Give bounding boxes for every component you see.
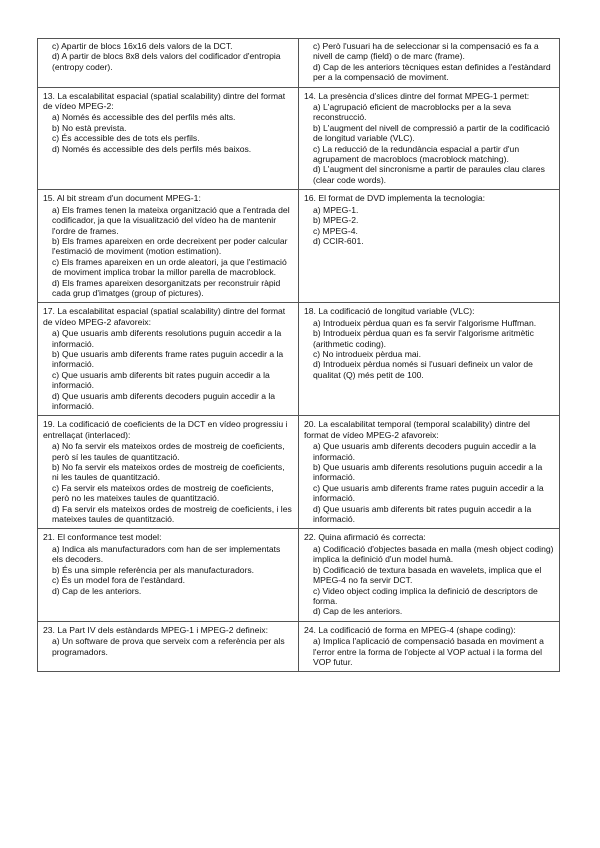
question-text: 21. El conformance test model:	[43, 532, 162, 543]
question-text: 24. La codificació de forma en MPEG-4 (shape coding):	[304, 624, 516, 635]
answer-option: d) Fa servir els mateixos ordes de mostreig de coeficients, i les mateixes taules de quantització.	[52, 503, 292, 525]
answer-option: d) Que usuaris amb diferents bit rates puguin accedir a la informació.	[313, 503, 532, 525]
answer-option: a) Que usuaris amb diferents decoders puguin accedir a la informació.	[313, 441, 537, 462]
question-row	[38, 621, 560, 672]
answer-option: a) No fa servir els mateixos ordes de mostreig de coeficients, però sí les taules de quantització.	[52, 441, 285, 462]
answer-options	[43, 441, 293, 524]
question-cell	[299, 416, 560, 529]
question-cell	[38, 87, 299, 190]
answer-option: a) L'agrupació eficient de macroblocks per a la seva reconstrucció.	[313, 102, 511, 123]
answer-options	[43, 205, 293, 299]
question-text: 22. Quina afirmació és correcta:	[304, 532, 426, 543]
question-row	[38, 416, 560, 529]
answer-options	[304, 636, 554, 667]
question-row	[38, 87, 560, 190]
answer-option: c) És accessible des de tots els perfils.	[52, 133, 200, 144]
question-cell	[38, 39, 299, 88]
answer-option: c) Video object coding implica la definició de descriptors de forma.	[313, 585, 538, 606]
question-cell	[38, 621, 299, 672]
answer-option: a) Introdueix pèrdua quan es fa servir l'algorisme Huffman.	[313, 317, 537, 328]
answer-option: b) Que usuaris amb diferents frame rates puguin accedir a la informació.	[52, 348, 284, 370]
answer-options	[304, 544, 554, 617]
answer-option: d) Els frames apareixen desorganitzats per reconstruir ràpid cada grup d'imatges (group of pictures).	[52, 277, 281, 298]
question-text: 17. La escalabilitat espacial (spatial scalability) dintre del format de vídeo MPEG-2 afavoreix:	[43, 306, 286, 327]
answer-option: b) Que usuaris amb diferents resolutions puguin accedir a la informació.	[313, 462, 543, 483]
answer-options	[43, 328, 293, 411]
answer-options	[304, 205, 554, 247]
question-row	[38, 303, 560, 416]
answer-options	[43, 112, 293, 154]
question-text: 20. La escalabilitat temporal (temporal scalability) dintre del format de vídeo MPEG-2 afavoreix:	[304, 419, 530, 440]
answer-option: a) MPEG-1.	[313, 204, 359, 215]
answer-option: a) Implica l'aplicació de compensació basada en moviment a l'error entre la forma de l'objecte al VOP actual i la forma del VOP futur.	[313, 636, 544, 667]
answer-option: b) L'augment del nivell de compressió a partir de la codificació de longitud variable (VLC).	[313, 122, 550, 144]
question-cell	[299, 621, 560, 672]
question-cell	[299, 87, 560, 190]
answer-option: c) Que usuaris amb diferents frame rates puguin accedir a la informació.	[313, 482, 544, 504]
answer-option: a) Els frames tenen la mateixa organització que a l'entrada del codificador, ja que la visualització del vídeo ha de mantenir l'ordre de frames.	[52, 204, 290, 236]
answer-options	[43, 544, 293, 596]
answer-options	[304, 441, 554, 524]
answer-option: c) És un model fora de l'estàndard.	[52, 575, 186, 586]
answer-option: c) Però l'usuari ha de seleccionar si la compensació es fa a nivell de camp (field) o de marc (frame).	[313, 41, 539, 62]
question-cell	[38, 416, 299, 529]
question-cell	[299, 529, 560, 621]
answer-option: d) Cap de les anteriors tècniques estan definides a l'estàndard per a la compensació de moviment.	[313, 61, 551, 83]
answer-option: b) No fa servir els mateixos ordes de mostreig de coeficients, ni les taules de quantització.	[52, 462, 285, 483]
question-cell	[38, 529, 299, 621]
answer-option: c) No introdueix pèrdua mai.	[313, 348, 421, 359]
question-text: 18. La codificació de longitud variable (VLC):	[304, 306, 475, 317]
question-row	[38, 529, 560, 621]
answer-options	[304, 318, 554, 380]
answer-option: a) Indica als manufacturadors com han de ser implementats els decoders.	[52, 543, 281, 565]
exam-sheet	[37, 38, 560, 672]
answer-option: a) Codificació d'objectes basada en malla (mesh object coding) implica la definició d'un model humà.	[313, 543, 554, 565]
question-cell	[299, 190, 560, 303]
answer-option: a) Un software de prova que serveix com a referència per als programadors.	[52, 636, 285, 657]
answer-option: c) Fa servir els mateixos ordes de mostreig de coeficients, però no les mateixes taules de quantització.	[52, 482, 274, 504]
question-text: 15. Al bit stream d'un document MPEG-1:	[43, 193, 201, 204]
answer-options	[43, 41, 293, 72]
answer-option: c) MPEG-4.	[313, 225, 358, 236]
answer-option: c) Que usuaris amb diferents bit rates puguin accedir a la informació.	[52, 369, 270, 391]
answer-option: c) Els frames apareixen en un orde aleatori, ja que l'estimació de moviment implica trobar la millor parella de macroblock.	[52, 256, 287, 278]
answer-option: b) Els frames apareixen en orde decreixent per poder calcular l'estimació de moviment (motion estimation).	[52, 235, 288, 257]
question-cell	[299, 39, 560, 88]
question-row	[38, 39, 560, 88]
question-text: 23. La Part IV dels estàndards MPEG-1 i MPEG-2 defineix:	[43, 624, 268, 635]
question-row	[38, 190, 560, 303]
answer-options	[304, 41, 554, 83]
question-table	[37, 38, 560, 672]
answer-option: b) No està prevista.	[52, 122, 127, 133]
question-text: 16. El format de DVD implementa la tecnologia:	[304, 193, 486, 204]
answer-option: a) Que usuaris amb diferents resolutions puguin accedir a la informació.	[52, 328, 282, 349]
answer-options	[304, 102, 554, 185]
question-text: 14. La presència d'slices dintre del format MPEG-1 permet:	[304, 90, 530, 101]
answer-option: a) Només és accessible des del perfils més alts.	[52, 112, 236, 123]
answer-option: d) Que usuaris amb diferents decoders puguin accedir a la informació.	[52, 390, 276, 411]
answer-option: d) Només és accessible des dels perfils més baixos.	[52, 143, 252, 154]
answer-options	[43, 636, 293, 657]
question-text: 19. La codificació de coeficients de la DCT en vídeo progressiu i entrellaçat (interlaced):	[43, 419, 288, 440]
answer-option: d) Introdueix pèrdua només si l'usuari defineix un valor de qualitat (Q) més petit de 100.	[313, 359, 533, 380]
answer-option: d) L'augment del sincronisme a partir de paraules clau clares (clear code words).	[313, 164, 545, 185]
answer-option: b) MPEG-2.	[313, 215, 359, 226]
question-table-body	[38, 39, 560, 672]
question-cell	[38, 303, 299, 416]
question-cell	[38, 190, 299, 303]
answer-option: d) A partir de blocs 8x8 dels valors del codificador d'entropia (entropy coder).	[52, 51, 281, 72]
answer-option: b) És una simple referència per als manufacturadors.	[52, 564, 255, 575]
answer-option: b) Codificació de textura basada en wavelets, implica que el MPEG-4 no fa servir DCT.	[313, 564, 542, 586]
answer-option: d) Cap de les anteriors.	[52, 585, 142, 596]
question-text: 13. La escalabilitat espacial (spatial scalability) dintre del format de vídeo MPEG-2:	[43, 90, 286, 112]
answer-option: d) CCIR-601.	[313, 235, 364, 246]
answer-option: c) La reducció de la redundància espacial a partir d'un agrupament de macroblocs (macroblock matching).	[313, 143, 520, 165]
answer-option: c) Apartir de blocs 16x16 dels valors de la DCT.	[52, 41, 233, 51]
answer-option: d) Cap de les anteriors.	[313, 606, 403, 617]
question-cell	[299, 303, 560, 416]
answer-option: b) Introdueix pèrdua quan es fa servir l'algorisme aritmètic (arithmetic coding).	[313, 328, 534, 349]
